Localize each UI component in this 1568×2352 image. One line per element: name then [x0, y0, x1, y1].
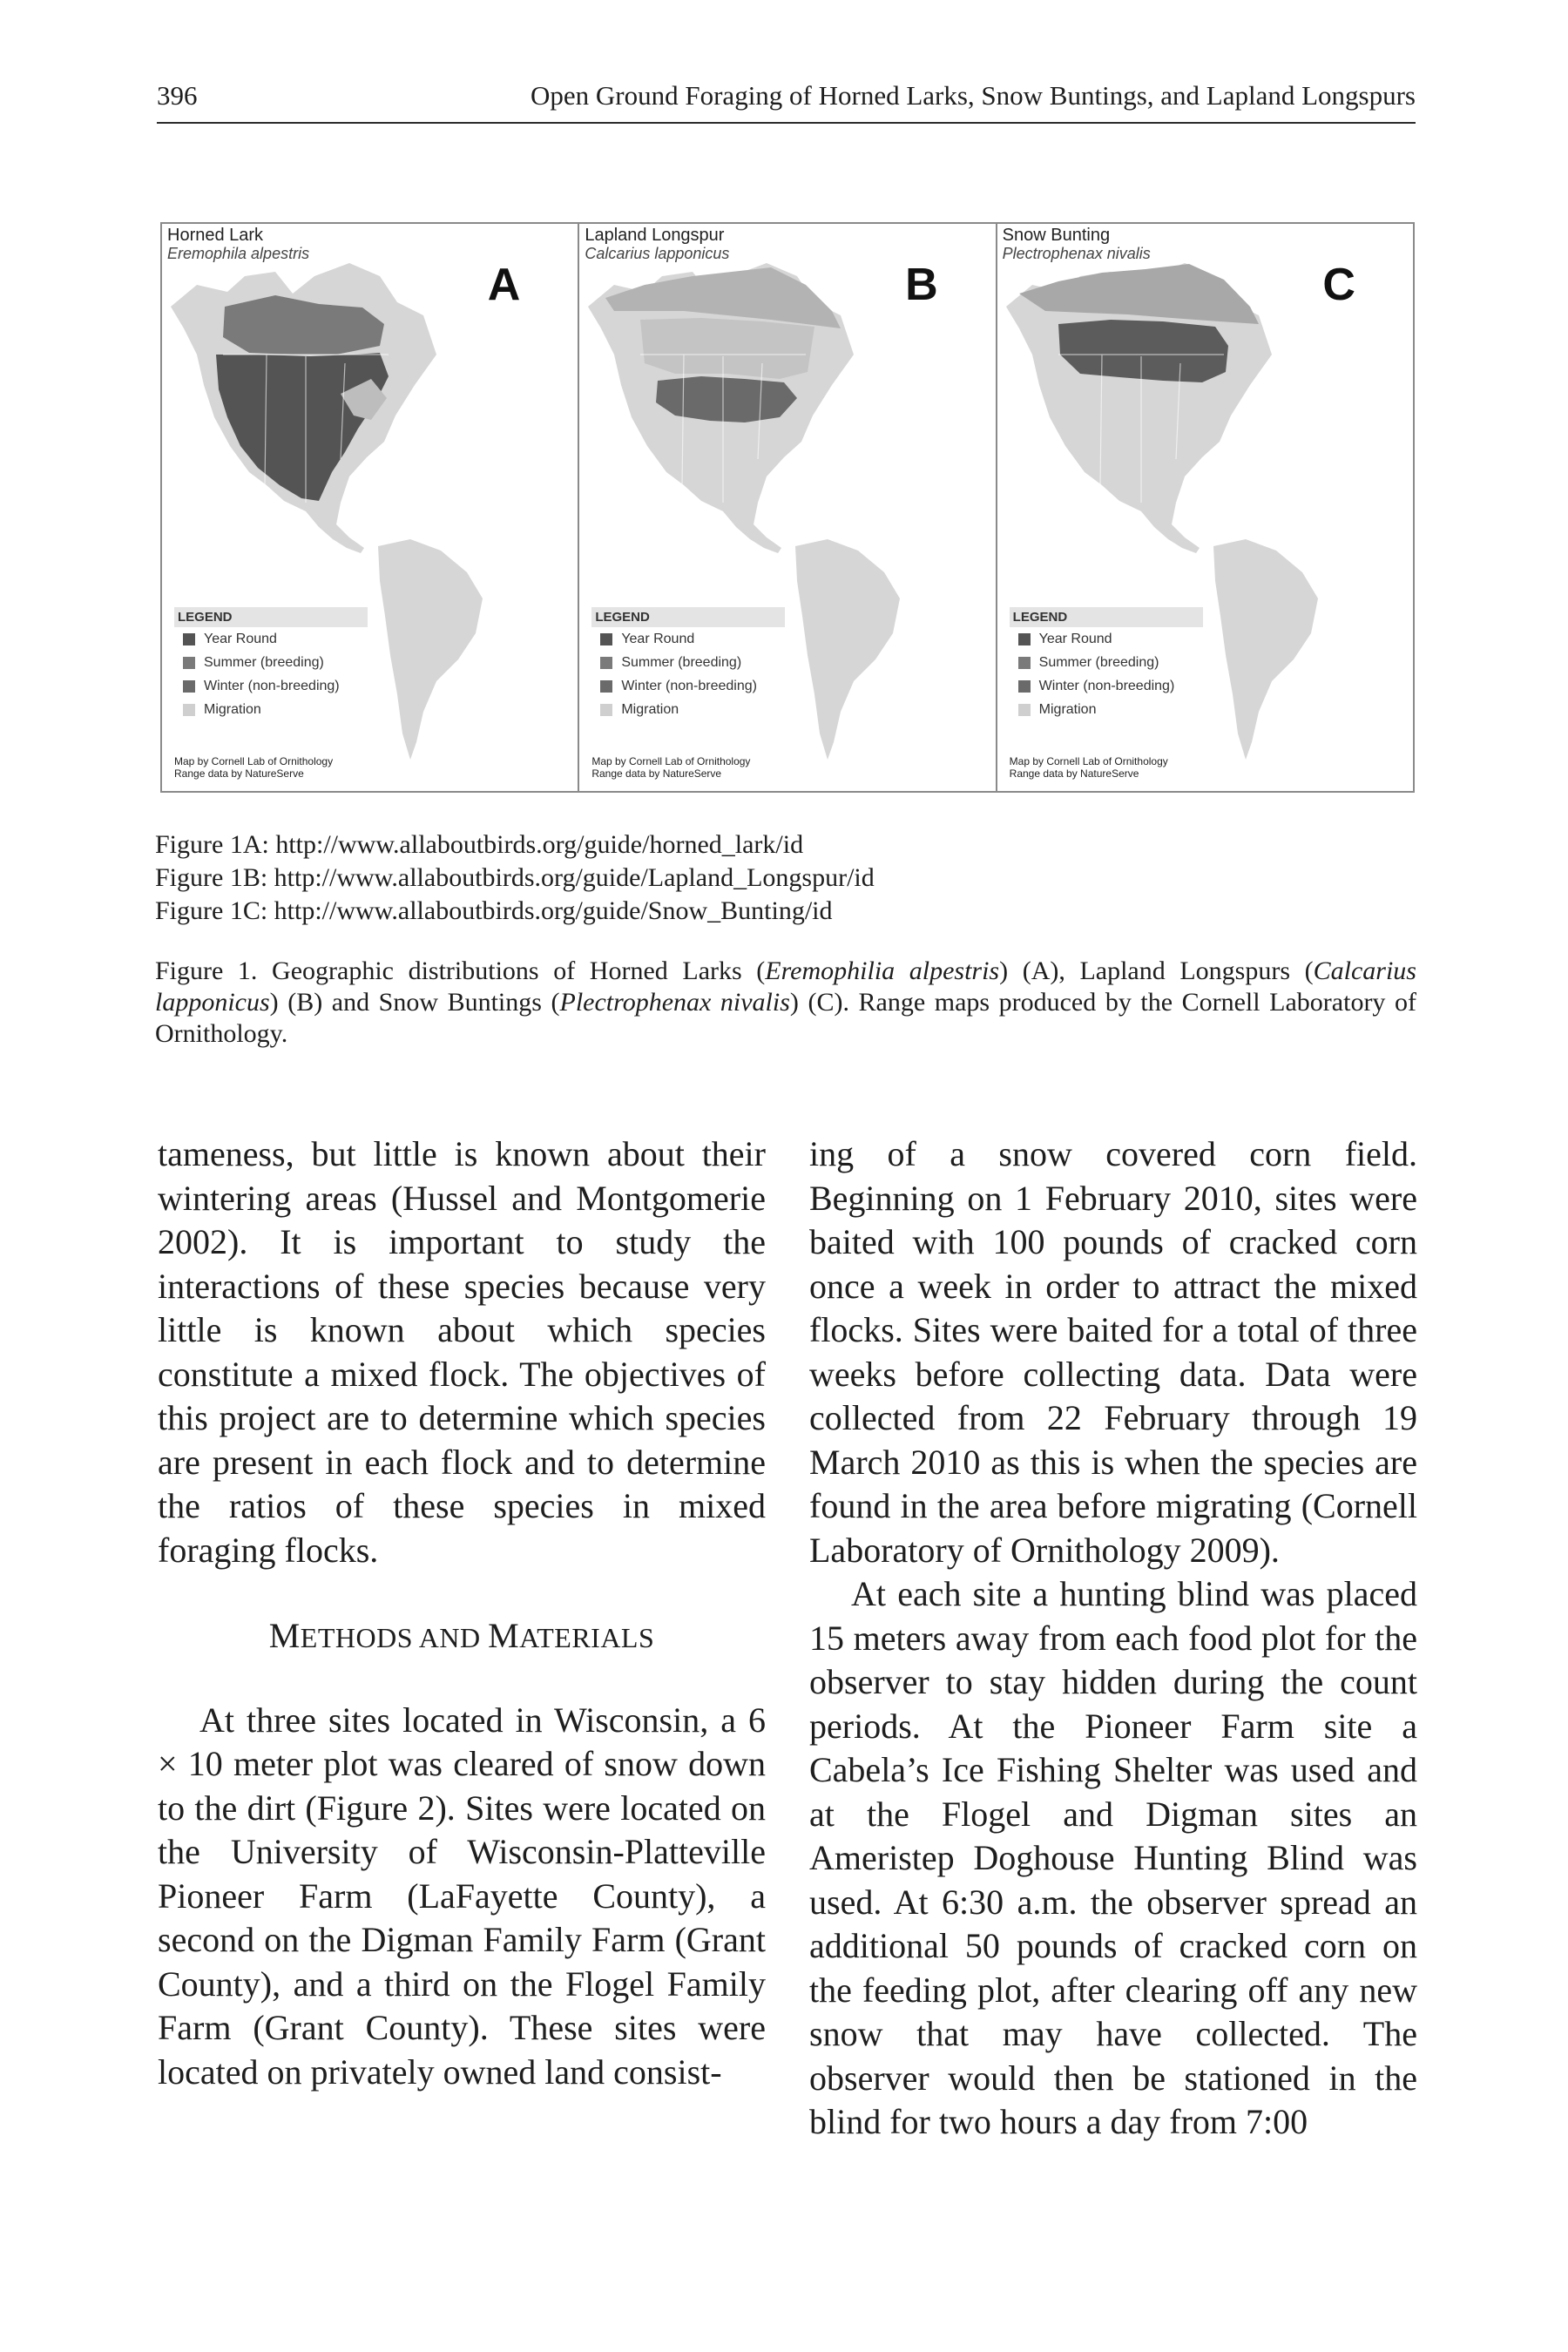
body-column-left [158, 1132, 766, 2094]
figure-url-b: Figure 1B: http://www.allaboutbirds.org/guide/Lapland_Longspur/id [155, 863, 875, 892]
south-america-landmass [378, 539, 483, 760]
species-common-name: Snow Bunting [1002, 226, 1111, 245]
map-credit: Map by Cornell Lab of Ornithology Range data by NatureServe [591, 755, 751, 780]
species-common-name: Lapland Longspur [585, 226, 725, 245]
running-header [157, 80, 1416, 124]
legend-title: LEGEND [174, 607, 368, 627]
legend-title: LEGEND [591, 607, 785, 627]
figure-caption: Figure 1. Geographic distributions of Horned Larks (Eremophilia alpestris) (A), Lapland Longspurs (Calcarius lapponicus) (B) and Snow Buntings (Plectrophenax nivalis) (C). Range maps produced by the Cornell Laboratory of Ornithology. [155, 956, 1416, 1048]
map-legend [1010, 607, 1203, 721]
paragraph: tameness, but little is known about their wintering areas (Hussel and Montgomerie 2002). It is important to study the interactions of these species because very little is known about which species constitute a mixed flock. The objectives of this project are to determine which species are present in each flock and to determine the ratios of these species in mixed foraging flocks. [158, 1134, 766, 1570]
summer-swatch [1018, 657, 1031, 669]
species-common-name: Horned Lark [167, 226, 264, 245]
map-panel-b [579, 224, 997, 791]
legend-item-winter: Winter (non-breeding) [183, 674, 368, 698]
range-winter-b [656, 376, 797, 422]
summer-swatch [600, 657, 612, 669]
section-heading: METHODS AND MATERIALS [268, 1616, 655, 1655]
page-number: 396 [157, 80, 198, 111]
species-scientific-name: Plectrophenax nivalis [1002, 245, 1151, 262]
paragraph: At each site a hunting blind was placed 15 meters away from each food plot for the observer to stay hidden during the count periods. At the Pioneer Farm site a Cabela’s Ice Fishing Shelter was used and at the Flogel and Digman sites an Ameristep Doghouse Hunting Blind was used. At 6:30 a.m. the observer spread an additional 50 pounds of cracked corn on the feeding plot, after clearing off any new snow that may have collected. The observer would then be stationed in the blind for two hours a day from 7:00 [809, 1574, 1417, 2141]
year-round-swatch [600, 633, 612, 645]
winter-swatch [1018, 680, 1031, 693]
paragraph: At three sites located in Wisconsin, a 6 × 10 meter plot was cleared of snow down to the dirt (Figure 2). Sites were located on the University of Wisconsin-Platteville Pioneer Farm (LaFayette County), a second on the Digman Family Farm (Grant County), and a third on the Flogel Family Farm (Grant County). These sites were located on privately owned land consist- [158, 1700, 766, 2092]
legend-item-winter: Winter (non-breeding) [600, 674, 785, 698]
panel-letter: C [1322, 260, 1355, 310]
body-column-right [809, 1132, 1417, 2145]
map-legend [591, 607, 785, 721]
map-credit: Map by Cornell Lab of Ornithology Range data by NatureServe [1009, 755, 1168, 780]
south-america-landmass [795, 539, 900, 760]
migration-swatch [600, 704, 612, 716]
year-round-swatch [183, 633, 195, 645]
range-map-figure [160, 222, 1415, 793]
panel-letter: A [487, 260, 521, 310]
winter-swatch [183, 680, 195, 693]
legend-item-migration: Migration [1018, 698, 1203, 721]
legend-title: LEGEND [1010, 607, 1203, 627]
figure-source-urls [155, 828, 875, 928]
winter-swatch [600, 680, 612, 693]
year-round-swatch [1018, 633, 1031, 645]
range-winter-c [1058, 320, 1228, 382]
legend-item-winter: Winter (non-breeding) [1018, 674, 1203, 698]
species-scientific-name: Eremophila alpestris [167, 245, 310, 262]
south-america-landmass [1213, 539, 1318, 760]
legend-item-summer: Summer (breeding) [1018, 651, 1203, 674]
legend-item-summer: Summer (breeding) [183, 651, 368, 674]
legend-item-year-round: Year Round [1018, 627, 1203, 651]
figure-url-a: Figure 1A: http://www.allaboutbirds.org/guide/horned_lark/id [155, 830, 804, 859]
paragraph: ing of a snow covered corn field. Beginning on 1 February 2010, sites were baited with 100 pounds of cracked corn once a week in order to attract the mixed flocks. Sites were baited for a total of three weeks before collecting data. Data were collected from 22 February through 19 March 2010 as this is when the species are found in the area before migrating (Cornell Laboratory of Ornithology 2009). [809, 1134, 1417, 1570]
panel-letter: B [905, 260, 938, 310]
map-panel-a [162, 224, 579, 791]
map-panel-c [997, 224, 1413, 791]
legend-item-summer: Summer (breeding) [600, 651, 785, 674]
summer-swatch [183, 657, 195, 669]
species-scientific-name: Calcarius lapponicus [585, 245, 730, 262]
legend-item-year-round: Year Round [600, 627, 785, 651]
map-credit: Map by Cornell Lab of Ornithology Range data by NatureServe [174, 755, 334, 780]
range-migration-b [640, 318, 814, 379]
legend-item-migration: Migration [183, 698, 368, 721]
map-legend [174, 607, 368, 721]
running-title: Open Ground Foraging of Horned Larks, Snow Buntings, and Lapland Longspurs [531, 80, 1416, 111]
legend-item-year-round: Year Round [183, 627, 368, 651]
migration-swatch [1018, 704, 1031, 716]
migration-swatch [183, 704, 195, 716]
legend-item-migration: Migration [600, 698, 785, 721]
figure-url-c: Figure 1C: http://www.allaboutbirds.org/guide/Snow_Bunting/id [155, 896, 833, 925]
